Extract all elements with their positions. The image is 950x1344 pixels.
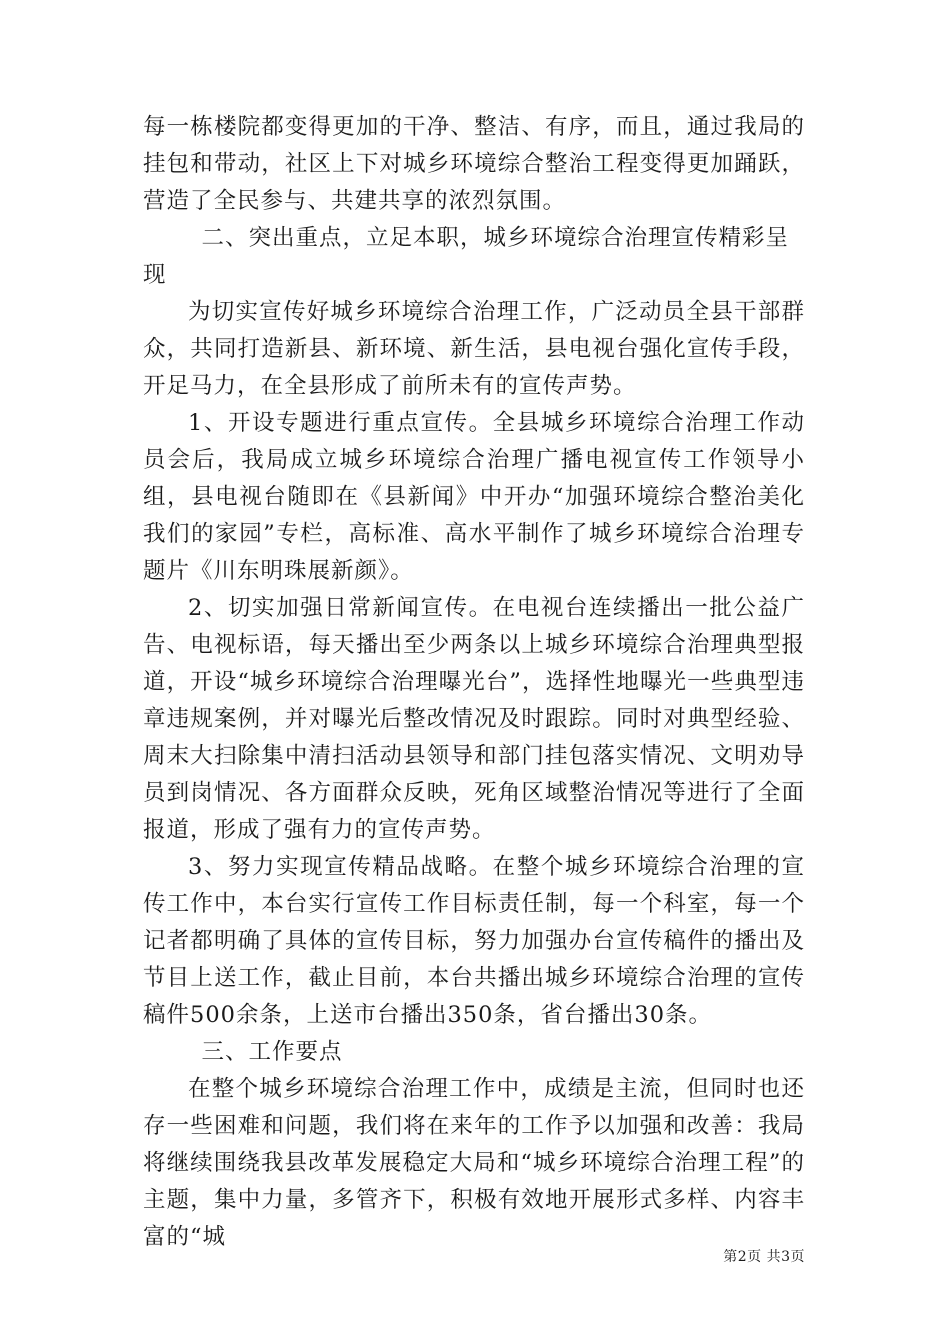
paragraph-continuation: 每一栋楼院都变得更加的干净、整洁、有序，而且，通过我局的挂包和带动，社区上下对城乡环境综合整治工程变得更加踊跃，营造了全民参与、共建共享的浓烈氛围。 bbox=[143, 114, 805, 214]
paragraph-item-1: 1、开设专题进行重点宣传。全县城乡环境综合治理工作动员会后，我局成立城乡环境综合治理广播电视宣传工作领导小组，县电视台随即在《县新闻》中开办“加强环境综合整治美化我们的家园”专栏，高标准、高水平制作了城乡环境综合治理专题片《川东明珠展新颜》。 bbox=[143, 410, 805, 584]
page-number-footer: 第2页 共3页 bbox=[723, 1249, 805, 1265]
paragraph-item-3: 3、努力实现宣传精品战略。在整个城乡环境综合治理的宣传工作中，本台实行宣传工作目标责任制，每一个科室，每一个记者都明确了具体的宣传目标，努力加强办台宣传稿件的播出及节目上送工作，截止目前，本台共播出城乡环境综合治理的宣传稿件500余条，上送市台播出350条，省台播出30条。 bbox=[143, 854, 805, 1028]
paragraph-intro: 为切实宣传好城乡环境综合治理工作，广泛动员全县干部群众，共同打造新县、新环境、新生活，县电视台强化宣传手段，开足马力，在全县形成了前所未有的宣传声势。 bbox=[143, 299, 805, 399]
section-heading-2: 二、突出重点，立足本职，城乡环境综合治理宣传精彩呈现 bbox=[143, 225, 790, 288]
paragraph-item-2: 2、切实加强日常新闻宣传。在电视台连续播出一批公益广告、电视标语，每天播出至少两条以上城乡环境综合治理典型报道，开设“城乡环境综合治理曝光台”，选择性地曝光一些典型违章违规案例，并对曝光后整改情况及时跟踪。同时对典型经验、周末大扫除集中清扫活动县领导和部门挂包落实情况、文明劝导员到岗情况、各方面群众反映，死角区域整治情况等进行了全面报道，形成了强有力的宣传声势。 bbox=[143, 595, 805, 843]
section-heading-3: 三、工作要点 bbox=[201, 1039, 343, 1065]
document-body bbox=[143, 109, 805, 1256]
paragraph-work-points: 在整个城乡环境综合治理工作中，成绩是主流，但同时也还存一些困难和问题，我们将在来年的工作予以加强和改善：我局将继续围绕我县改革发展稳定大局和“城乡环境综合治理工程”的主题，集中力量，多管齐下，积极有效地开展形式多样、内容丰富的“城 bbox=[143, 1076, 805, 1250]
